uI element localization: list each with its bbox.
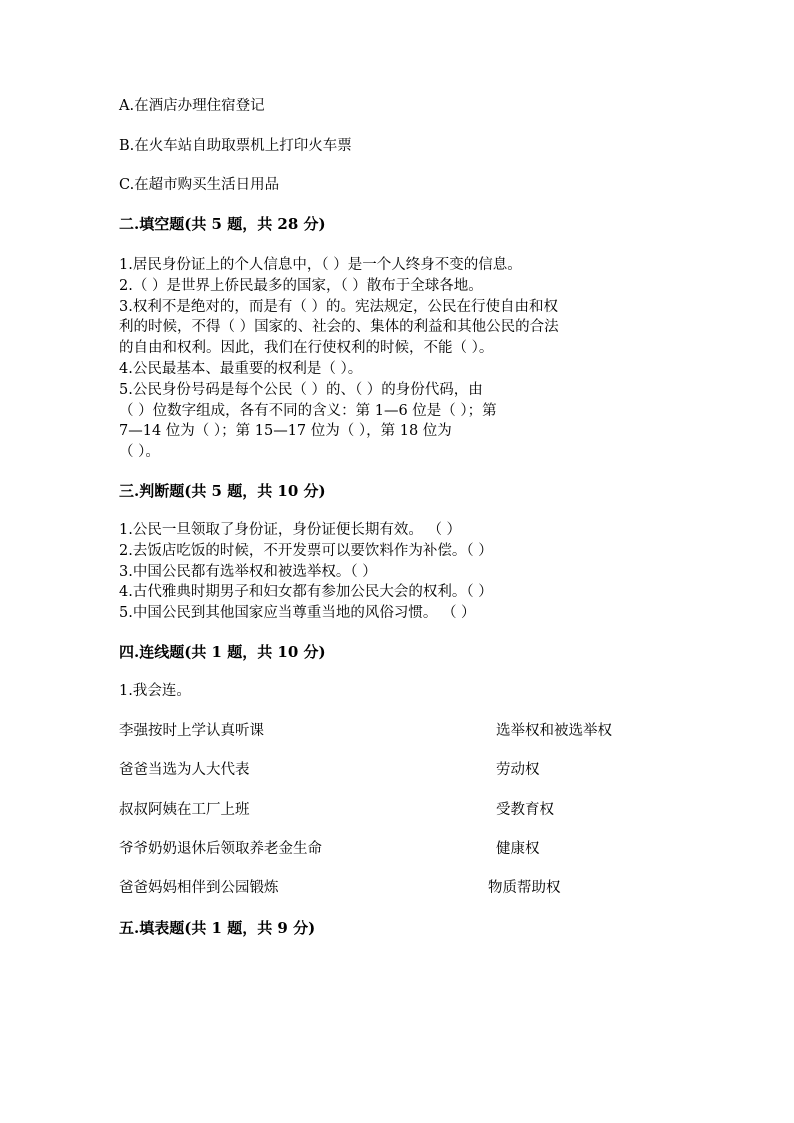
matching-prompt: 1.我会连。 (119, 683, 191, 699)
matching-right-item: 劳动权 (496, 762, 540, 778)
true-false-line: 4.古代雅典时期男子和妇女都有参加公民大会的权利。（ ） (119, 584, 493, 601)
choice-option-b: B.在火车站自助取票机上打印火车票 (119, 138, 352, 154)
fill-blank-line: 4.公民最基本、最重要的权利是（ ）。 (119, 360, 363, 377)
true-false-line: 5.中国公民到其他国家应当尊重当地的风俗习惯。 （ ） (119, 605, 476, 622)
matching-right-item: 受教育权 (496, 802, 554, 818)
section-title-matching: 四.连线题(共 1 题，共 10 分) (119, 643, 326, 661)
fill-blank-line: 7—14 位为（ ）；第 15—17 位为（ ），第 18 位为 (119, 423, 452, 440)
true-false-line: 1.公民一旦领取了身份证，身份证便长期有效。 （ ） (119, 522, 462, 538)
matching-left-item: 李强按时上学认真听课 (119, 723, 264, 739)
true-false-line: 2.去饭店吃饭的时候，不开发票可以要饮料作为补偿。（ ） (119, 542, 493, 559)
matching-right-item: 健康权 (496, 841, 540, 857)
matching-left-item: 爷爷奶奶退休后领取养老金生命 (119, 841, 322, 857)
choice-option-c: C.在超市购买生活日用品 (119, 177, 280, 193)
matching-right-item: 物质帮助权 (488, 880, 561, 896)
fill-blank-line: 利的时候，不得（ ）国家的、社会的、集体的利益和其他公民的合法 (119, 319, 559, 336)
true-false-questions (119, 520, 679, 624)
section-title-fill-blank: 二.填空题(共 5 题，共 28 分) (119, 215, 326, 233)
fill-blank-questions (119, 255, 679, 463)
matching-left-item: 叔叔阿姨在工厂上班 (119, 802, 250, 818)
fill-blank-line: （ ）位数字组成，各有不同的含义：第 1—6 位是（ ）；第 (119, 402, 497, 419)
section-title-true-false: 三.判断题(共 5 题，共 10 分) (119, 482, 326, 500)
fill-blank-line: （ ）。 (119, 444, 160, 461)
true-false-line: 3.中国公民都有选举权和被选举权。（ ） (119, 563, 377, 580)
matching-left-item: 爸爸当选为人大代表 (119, 762, 250, 778)
fill-blank-line: 的自由和权利。因此，我们在行使权利的时候，不能（ ）。 (119, 340, 494, 357)
fill-blank-line: 1.居民身份证上的个人信息中，（ ）是一个人终身不变的信息。 (119, 257, 522, 273)
section-title-table-fill: 五.填表题(共 1 题，共 9 分) (119, 919, 316, 937)
matching-right-item: 选举权和被选举权 (496, 723, 612, 739)
choice-option-a: A.在酒店办理住宿登记 (119, 98, 265, 114)
fill-blank-line: 3.权利不是绝对的，而是有（ ）的。宪法规定，公民在行使自由和权 (119, 298, 558, 315)
fill-blank-line: 2.（ ）是世界上侨民最多的国家，（ ）散布于全球各地。 (119, 277, 483, 294)
fill-blank-line: 5.公民身份号码是每个公民（ ）的、（ ）的身份代码，由 (119, 381, 483, 398)
matching-left-item: 爸爸妈妈相伴到公园锻炼 (119, 880, 279, 896)
